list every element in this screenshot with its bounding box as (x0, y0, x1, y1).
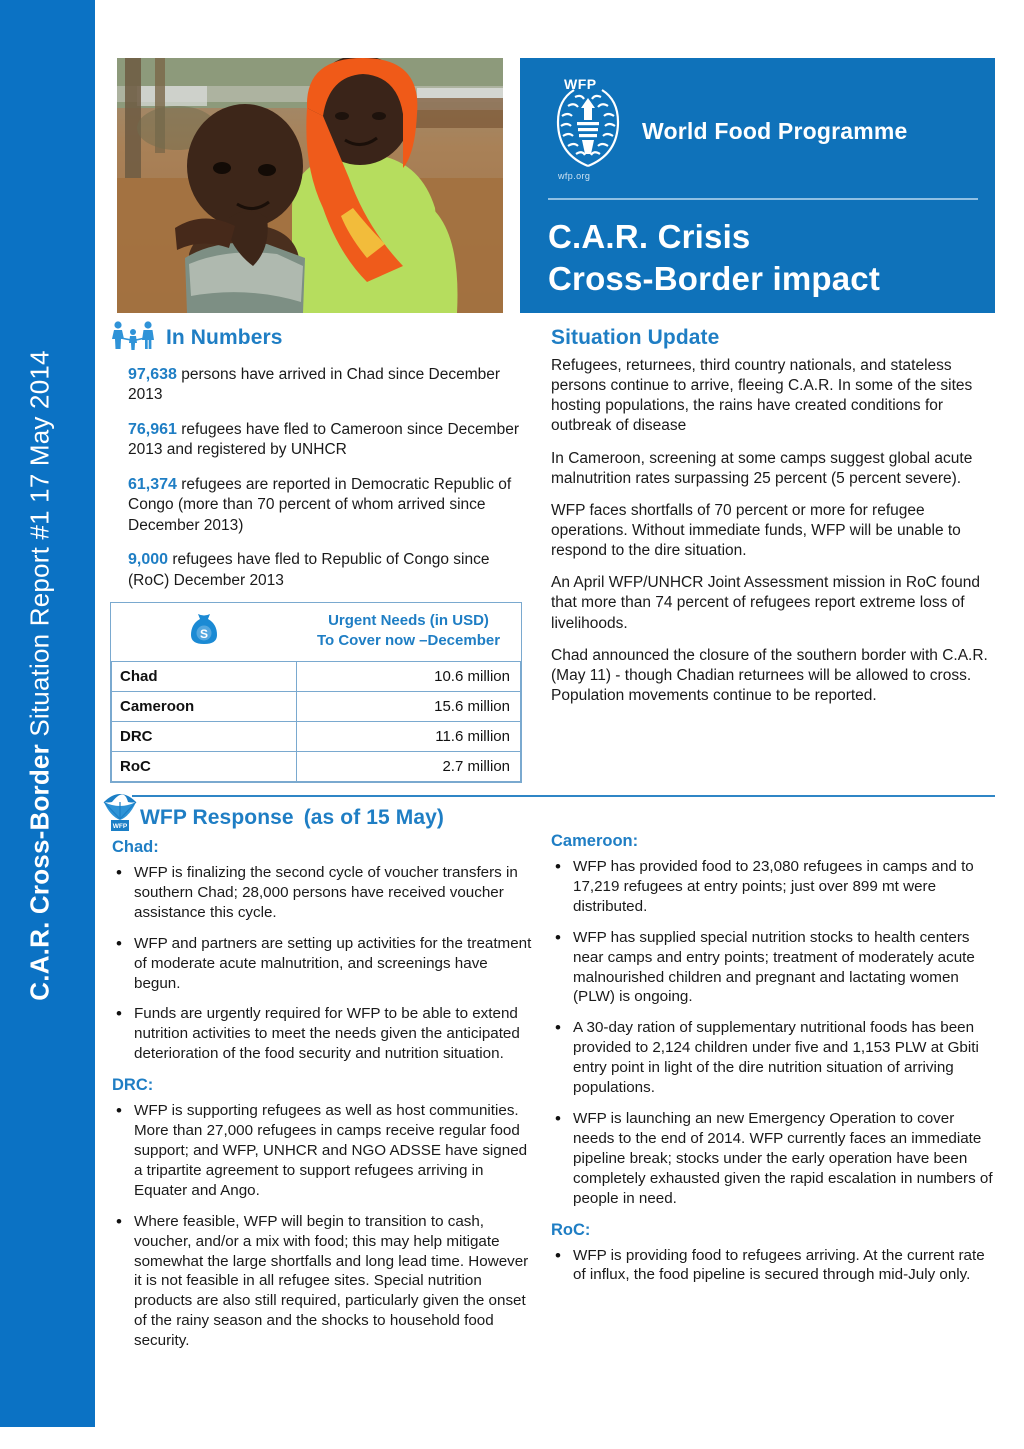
in-numbers-item (110, 364, 530, 406)
list-item: • WFP is supporting refugees as well as host communities. More than 27,000 refugees in camps receive regular food support; and WFP, UNHCR and NGO ADSSE have signed a tripartite agreement to support refugees arriving in Equater and Ango. (112, 1101, 532, 1201)
drc-bullet-list (112, 1101, 532, 1351)
in-numbers-item (110, 549, 530, 591)
money-bag-icon (187, 611, 221, 647)
sidebar-title-regular: Situation Report #1 17 May 2014 (24, 350, 55, 737)
cover-photo (117, 58, 503, 313)
needs-country: Cameroon (112, 691, 297, 721)
needs-amount: 10.6 million (297, 661, 521, 691)
stat-text: refugees have fled to Republic of Congo since (RoC) December 2013 (128, 551, 490, 589)
needs-country: Chad (112, 661, 297, 691)
drc-label: DRC: (112, 1076, 154, 1095)
sidebar-title (25, 0, 56, 1376)
parachute-icon-wrap (102, 788, 138, 832)
needs-amount: 2.7 million (297, 751, 521, 781)
urgent-needs-title (297, 603, 521, 661)
page-title-line2: Cross-Border impact (548, 260, 881, 298)
wfp-emblem-icon (548, 76, 628, 181)
situation-paragraph: Refugees, returnees, third country nationals, and stateless persons continue to arrive, fleeing C.A.R. In some of the sites hosting populations, the rains have created conditions for outbreak of disease (551, 357, 973, 435)
list-item: • Where feasible, WFP will begin to transition to cash, voucher, and/or a mix with food; this may help mitigate somewhat the large shortfalls and long lead time. However it is not feasible in all refugee sites. Special nutrition products are also still required, particularly given the onset of the rainy season and the shocks to household food security. (112, 1212, 532, 1351)
wfp-response-asof: (as of 15 May) (303, 806, 444, 829)
needs-country: RoC (112, 751, 297, 781)
in-numbers-title: In Numbers (166, 326, 283, 349)
table-row (112, 691, 521, 721)
header-divider (548, 198, 978, 200)
stat-text: refugees have fled to Cameroon since December 2013 and registered by UNHCR (128, 420, 519, 459)
page-title (548, 216, 880, 300)
needs-amount: 15.6 million (297, 691, 521, 721)
stat-figure: 76,961 (128, 420, 177, 438)
situation-update-section (551, 326, 996, 718)
urgent-needs-table (110, 602, 522, 783)
photo-illustration (117, 58, 503, 313)
list-item: • WFP has provided food to 23,080 refugees in camps and to 17,219 refugees at entry points; just over 899 mt were distributed. (551, 857, 996, 917)
svg-text:WFP: WFP (112, 823, 128, 830)
stat-text: refugees are reported in Democratic Republic of Congo (more than 70 percent of whom arrived since December 2013) (128, 475, 512, 534)
wfp-logo-url: wfp.org (558, 171, 591, 181)
stat-figure: 61,374 (128, 475, 177, 493)
in-numbers-section (110, 320, 530, 604)
list-item: • WFP has supplied special nutrition stocks to health centers near camps and entry points; treatment of moderately acute malnourished children and pregnant and lactating women (PLW) is ongoing. (551, 928, 996, 1008)
wfp-response-heading-row (140, 806, 444, 830)
needs-country: DRC (112, 721, 297, 751)
left-sidebar (0, 0, 95, 1427)
chad-bullet-list (112, 863, 532, 1064)
needs-amount: 11.6 million (297, 721, 521, 751)
stat-figure: 9,000 (128, 551, 169, 569)
situation-paragraph: In Cameroon, screening at some camps suggest global acute malnutrition rates surpassing 25 percent (5 percent severe). (551, 449, 973, 487)
table-header-row (112, 603, 521, 661)
money-bag-cell (112, 603, 297, 661)
list-item: • WFP is providing food to refugees arriving. At the current rate of influx, the food pipeline is secured through mid-July only. (551, 1246, 996, 1286)
stat-figure: 97,638 (128, 366, 177, 383)
page-title-line1: C.A.R. Crisis (548, 218, 751, 255)
chad-label: Chad: (112, 838, 159, 856)
parachute-icon (102, 788, 138, 832)
roc-label: RoC: (551, 1220, 591, 1239)
report-header (520, 58, 995, 313)
in-numbers-item (110, 419, 530, 461)
wfp-logo-word: WFP (564, 76, 597, 92)
stat-text: persons have arrived in Chad since December 2013 (128, 366, 501, 404)
urgent-needs-title-line1: Urgent Needs (in USD) (328, 612, 489, 629)
in-numbers-list (110, 364, 530, 591)
section-divider (132, 795, 995, 797)
roc-bullet-list (551, 1246, 996, 1286)
cameroon-label: Cameroon: (551, 832, 639, 850)
wfp-response-left-column (112, 838, 532, 1363)
table-row (112, 721, 521, 751)
situation-update-title: Situation Update (551, 326, 720, 349)
wfp-logo-row (548, 76, 908, 181)
cameroon-bullet-list (551, 857, 996, 1209)
wfp-response-title: WFP Response (140, 806, 294, 829)
list-item: • Funds are urgently required for WFP to be able to extend nutrition activities to meet the needs given the anticipated deterioration of the food security and nutrition situation. (112, 1004, 532, 1064)
list-item: • WFP is finalizing the second cycle of voucher transfers in southern Chad; 28,000 persons have received voucher assistance this cycle. (112, 863, 532, 923)
in-numbers-item (110, 474, 530, 536)
situation-paragraph: An April WFP/UNHCR Joint Assessment mission in RoC found that more than 74 percent of refugees report extreme loss of livelihoods. (551, 574, 980, 632)
list-item: • A 30-day ration of supplementary nutritional foods has been provided to 2,124 children under five and 1,153 PLW at Gbiti entry point in light of the dire nutrition situation of arriving populations. (551, 1018, 996, 1098)
situation-paragraph: Chad announced the closure of the southern border with C.A.R. (May 11) - though Chadian returnees will be allowed to cross. Population movements continue to be reported. (551, 646, 988, 704)
svg-text:S: S (199, 627, 209, 642)
list-item: • WFP and partners are setting up activities for the treatment of moderate acute malnutrition, and screenings have begun. (112, 934, 532, 994)
list-item: • WFP is launching an new Emergency Operation to cover needs to the end of 2014. WFP currently faces an immediate pipeline break; stocks under the early operation have been completely exhausted given the rapid escalation in numbers of people in need. (551, 1109, 996, 1209)
sidebar-title-bold: C.A.R. Cross-Border (24, 744, 55, 1001)
in-numbers-heading-row (110, 320, 530, 350)
table-row (112, 661, 521, 691)
table-row (112, 751, 521, 781)
urgent-needs-title-line2: To Cover now –December (316, 632, 501, 650)
situation-paragraph: WFP faces shortfalls of 70 percent or more for refugee operations. Without immediate funds, WFP will be unable to respond to the dire situation. (551, 501, 961, 560)
family-icon (110, 320, 156, 350)
wfp-response-right-column (551, 832, 996, 1297)
organization-name: World Food Programme (642, 118, 908, 144)
